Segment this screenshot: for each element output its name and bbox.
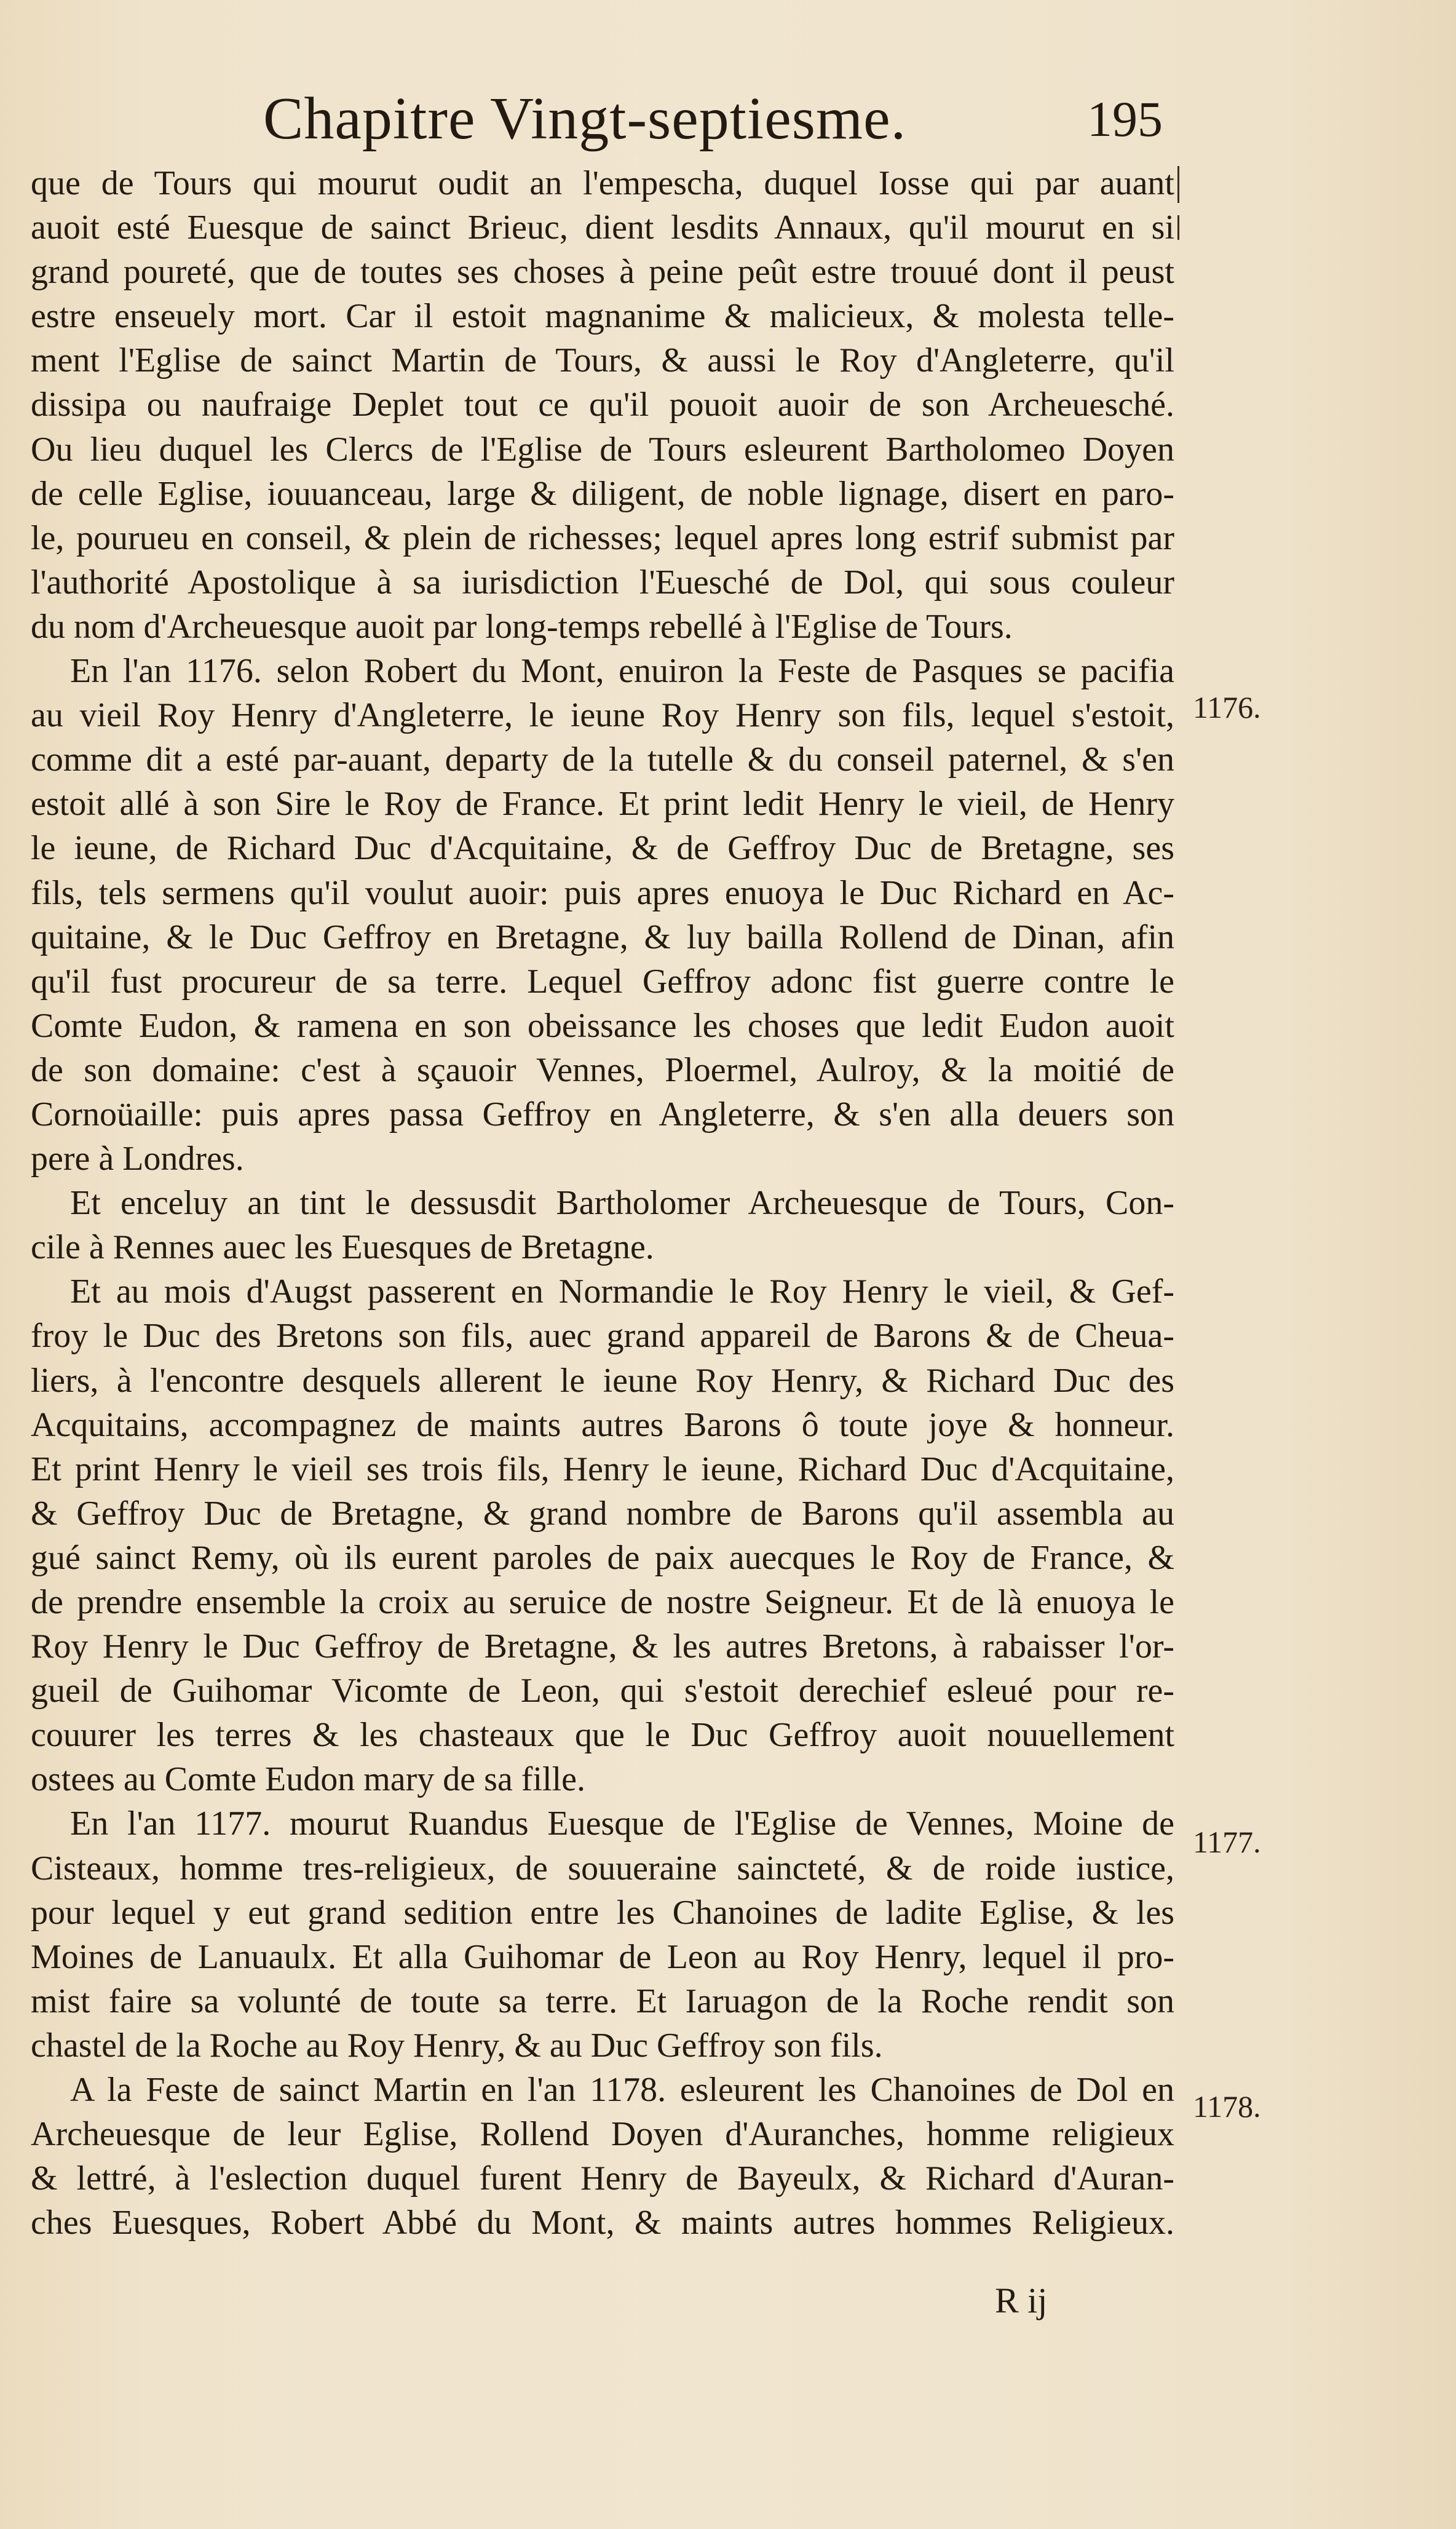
paragraph: [31, 649, 1174, 1181]
text-line: auoit esté Euesque de sainct Brieuc, dient lesdits Annaux, qu'il mourut en si: [31, 208, 1174, 247]
text-line: de prendre ensemble la croix au seruice de nostre Seigneur. Et de là enuoya le: [31, 1583, 1174, 1621]
text-line: Archeuesque de leur Eglise, Rollend Doyen d'Auranches, homme religieux: [31, 2115, 1174, 2154]
text-line: fils, tels sermens qu'il voulut auoir: puis apres enuoya le Duc Richard en Ac-: [31, 873, 1174, 912]
text-line: ostees au Comte Eudon mary de sa fille.: [31, 1760, 585, 1799]
text-line: comme dit a esté par-auant, departy de la tutelle & du conseil paternel, & s'en: [31, 740, 1174, 779]
text-line: gué sainct Remy, où ils eurent paroles de paix auecques le Roy de France, &: [31, 1538, 1174, 1577]
text-line: & lettré, à l'eslection duquel furent Henry de Bayeulx, & Richard d'Auran-: [31, 2159, 1174, 2198]
text-line: Et print Henry le vieil ses trois fils, Henry le ieune, Richard Duc d'Acquitaine,: [31, 1450, 1174, 1488]
text-line: En l'an 1177. mourut Ruandus Euesque de l'Eglise de Vennes, Moine de: [70, 1804, 1174, 1843]
text-line: Cornoüaille: puis apres passa Geffroy en Angleterre, & s'en alla deuers son: [31, 1095, 1174, 1133]
body-text: [31, 161, 1174, 2245]
text-line: Et au mois d'Augst passerent en Normandie le Roy Henry le vieil, & Gef-: [70, 1272, 1174, 1311]
text-line: qu'il fust procureur de sa terre. Lequel Geffroy adonc fist guerre contre le: [31, 962, 1174, 1001]
text-line: de son domaine: c'est à sçauoir Vennes, Ploermel, Aulroy, & la moitié de: [31, 1050, 1174, 1089]
text-line: ment l'Eglise de sainct Martin de Tours, & aussi le Roy d'Angleterre, qu'il: [31, 341, 1174, 380]
text-line: chastel de la Roche au Roy Henry, & au Duc Geffroy son fils.: [31, 2026, 883, 2065]
paragraph: [31, 161, 1174, 649]
margin-note-year: 1178.: [1193, 2089, 1261, 2124]
text-line: ches Euesques, Robert Abbé du Mont, & maints autres hommes Religieux.: [31, 2204, 1174, 2242]
margin-note-year: 1176.: [1193, 690, 1261, 725]
text-line: du nom d'Archeuesque auoit par long-temps rebellé à l'Eglise de Tours.: [31, 607, 1013, 646]
text-line: Moines de Lanuaulx. Et alla Guihomar de Leon au Roy Henry, lequel il pro-: [31, 1937, 1174, 1976]
paragraph: [31, 1181, 1174, 1269]
text-line: mist faire sa volunté de toute sa terre. Et Iaruagon de la Roche rendit son: [31, 1982, 1174, 2020]
signature-mark: R ij: [995, 2281, 1048, 2321]
text-line: que de Tours qui mourut oudit an l'empescha, duquel Iosse qui par auant: [31, 164, 1174, 202]
text-line: Ou lieu duquel les Clercs de l'Eglise de Tours esleurent Bartholomeo Doyen: [31, 430, 1174, 469]
text-line: Cisteaux, homme tres-religieux, de souueraine sainctеté, & de roide iustice,: [31, 1849, 1174, 1888]
text-line: liers, à l'encontre desquels allerent le ieune Roy Henry, & Richard Duc des: [31, 1361, 1174, 1400]
running-head: [0, 85, 1456, 153]
text-line: quitaine, & le Duc Geffroy en Bretagne, & luy bailla Rollend de Dinan, afin: [31, 918, 1174, 956]
text-line: le ieune, de Richard Duc d'Acquitaine, & de Geffroy Duc de Bretagne, ses: [31, 829, 1174, 868]
text-line: & Geffroy Duc de Bretagne, & grand nombre de Barons qu'il assembla au: [31, 1494, 1174, 1533]
paragraph: [31, 2068, 1174, 2245]
chapter-title: Chapitre Vingt-septiesme.: [263, 85, 907, 152]
paragraph: [31, 1269, 1174, 1801]
text-line: couurer les terres & les chasteaux que le Duc Geffroy auoit nouuellement: [31, 1716, 1174, 1755]
edge-mark: [1177, 215, 1179, 240]
text-line: gueil de Guihomar Vicomte de Leon, qui s'estoit derechief esleué pour re-: [31, 1672, 1174, 1710]
text-line: cile à Rennes auec les Euesques de Bretagne.: [31, 1228, 654, 1267]
page-number: 195: [1087, 91, 1163, 147]
text-line: froy le Duc des Bretons son fils, auec grand appareil de Barons & de Cheua-: [31, 1317, 1174, 1356]
text-line: l'authorité Apostolique à sa iurisdiction l'Euesché de Dol, qui sous couleur: [31, 563, 1174, 601]
text-line: Et enceluy an tint le dessusdit Bartholomer Archeuesque de Tours, Con-: [70, 1184, 1174, 1223]
text-line: pere à Londres.: [31, 1140, 244, 1178]
text-line: le, pourueu en conseil, & plein de richesses; lequel apres long estrif submist par: [31, 518, 1174, 557]
text-line: pour lequel y eut grand sedition entre les Chanoines de ladite Eglise, & les: [31, 1893, 1174, 1932]
edge-mark: [1177, 166, 1179, 203]
text-line: estre enseuely mort. Car il estoit magnanime & malicieux, & molesta telle-: [31, 297, 1174, 336]
text-line: de celle Eglise, iouuanceau, large & diligent, de noble lignage, disert en paro-: [31, 474, 1174, 513]
text-line: Roy Henry le Duc Geffroy de Bretagne, & les autres Bretons, à rabaisser l'or-: [31, 1627, 1174, 1666]
text-line: dissipa ou naufraige Deplet tout ce qu'il pouoit auoir de son Archeuesché.: [31, 386, 1174, 424]
text-line: au vieil Roy Henry d'Angleterre, le ieune Roy Henry son fils, lequel s'estoit,: [31, 696, 1174, 735]
text-line: En l'an 1176. selon Robert du Mont, enuiron la Feste de Pasques se pacifia: [70, 652, 1174, 691]
text-line: grand poureté, que de toutes ses choses à peine peût estre trouué dont il peust: [31, 253, 1174, 292]
text-line: estoit allé à son Sire le Roy de France. Et print ledit Henry le vieil, de Henry: [31, 785, 1174, 824]
text-line: Comte Eudon, & ramena en son obeissance les choses que ledit Eudon auoit: [31, 1006, 1174, 1045]
paragraph: [31, 1801, 1174, 2068]
text-line: A la Feste de sainct Martin en l'an 1178. esleurent les Chanoines de Dol en: [70, 2071, 1174, 2110]
margin-note-year: 1177.: [1193, 1825, 1261, 1859]
text-line: Acquitains, accompagnez de maints autres Barons ô toute joye & honneur.: [31, 1405, 1174, 1444]
